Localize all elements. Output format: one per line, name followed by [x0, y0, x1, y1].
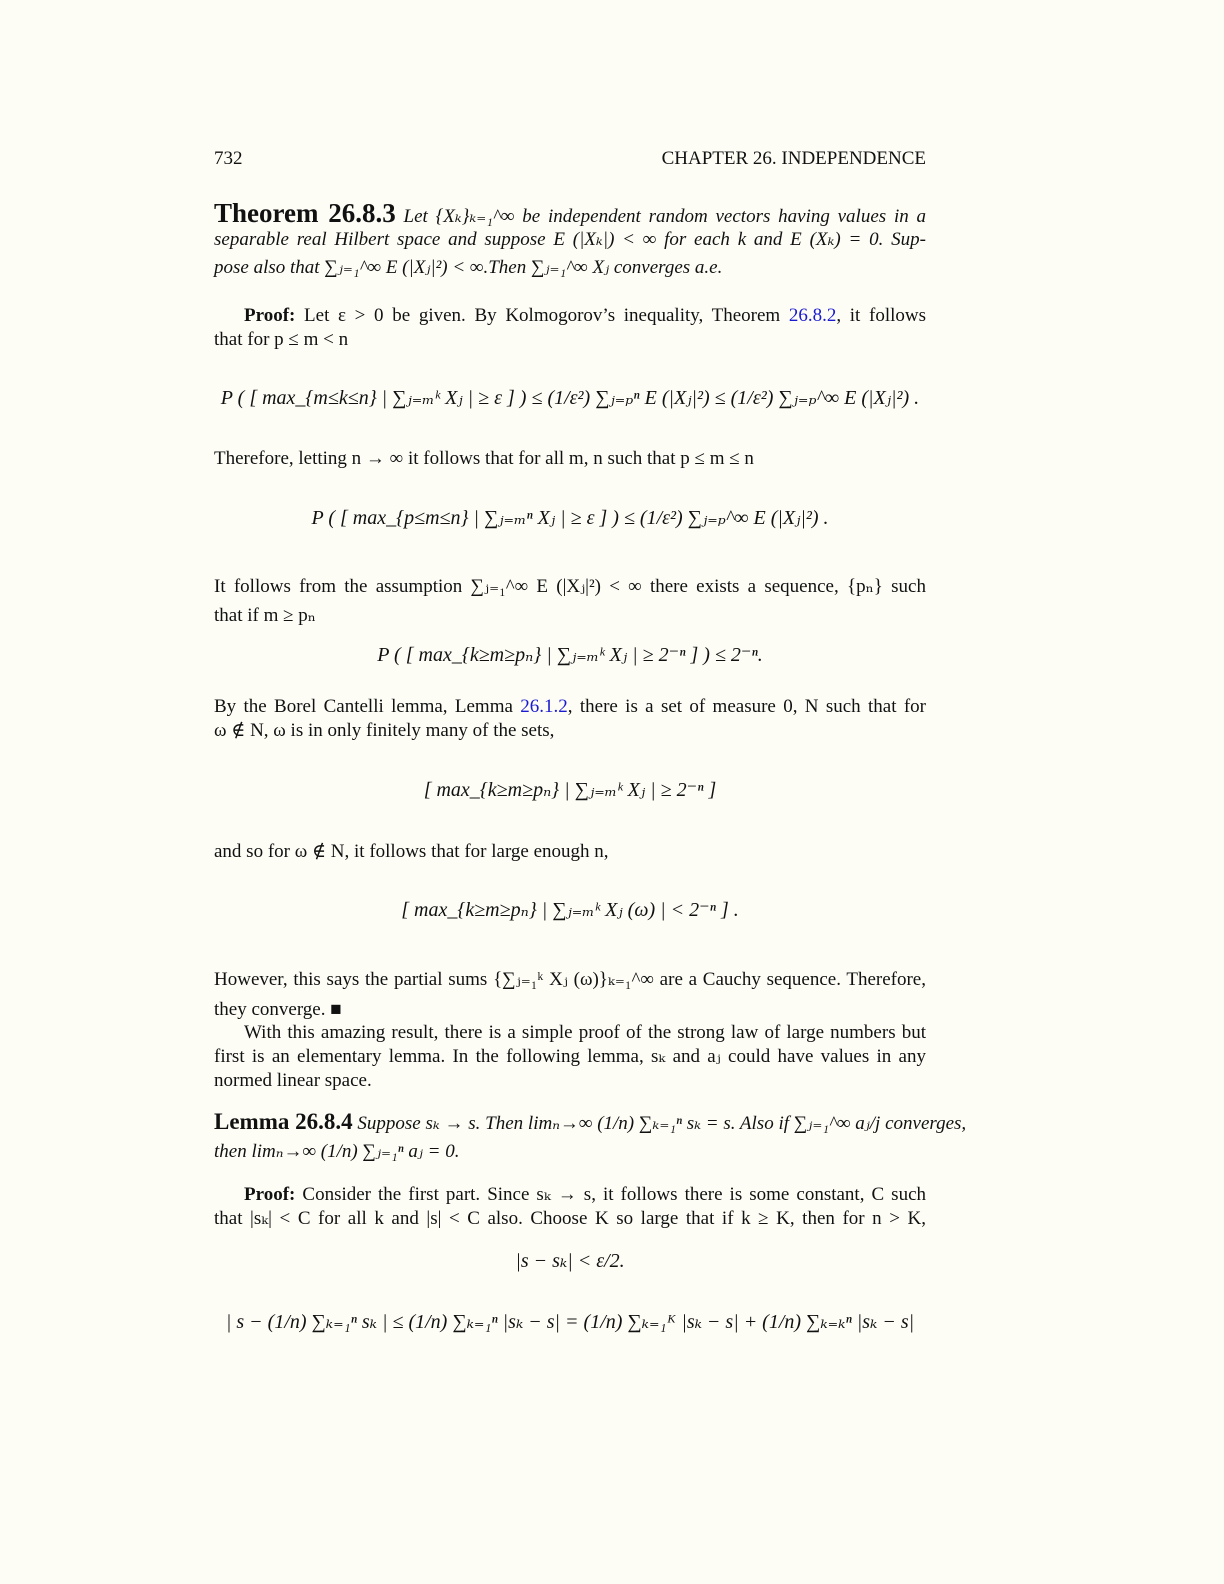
equation: [ max_{k≥m≥pₙ} | ∑ⱼ₌ₘᵏ Xⱼ | ≥ 2⁻ⁿ ]	[423, 779, 717, 801]
equation: P ( [ max_{p≤m≤n} | ∑ⱼ₌ₘⁿ Xⱼ | ≥ ε ] ) ≤ (1/ε²) ∑ⱼ₌ₚ^∞ E (|Xⱼ|²) .	[311, 507, 829, 529]
proof-line: Therefore, letting n → ∞ it follows that for all m, n such that p ≤ m ≤ n	[214, 448, 754, 469]
lemma-link[interactable]: 26.1.2	[520, 696, 568, 717]
equation: [ max_{k≥m≥pₙ} | ∑ⱼ₌ₘᵏ Xⱼ (ω) | < 2⁻ⁿ ] .	[401, 899, 739, 921]
proof-line: that |sₖ| < C for all k and |s| < C also. Choose K so large that if k ≥ K, then for n > K,	[214, 1208, 926, 1229]
equation: |s − sₖ| < ε/2.	[515, 1250, 625, 1272]
theorem-link[interactable]: 26.8.2	[788, 305, 837, 326]
lemma-line: Lemma 26.8.4 Suppose sₖ → s. Then limₙ→∞ (1/n) ∑ₖ₌₁ⁿ sₖ = s. Also if ∑ⱼ₌₁^∞ aⱼ/j converges,	[214, 1109, 967, 1134]
lemma-label: Lemma 26.8.4	[214, 1109, 353, 1134]
page-number: 732	[214, 148, 243, 169]
paragraph-line: normed linear space.	[214, 1070, 372, 1091]
lemma-line: then limₙ→∞ (1/n) ∑ⱼ₌₁ⁿ aⱼ = 0.	[214, 1141, 460, 1162]
theorem-line: pose also that ∑ⱼ₌₁^∞ E (|Xⱼ|²) < ∞.Then ∑ⱼ₌₁^∞ Xⱼ converges a.e.	[214, 257, 723, 278]
paragraph-line: first is an elementary lemma. In the following lemma, sₖ and aⱼ could have values in any	[214, 1046, 926, 1067]
proof-line: However, this says the partial sums {∑ⱼ₌₁ᵏ Xⱼ (ω)}ₖ₌₁^∞ are a Cauchy sequence. Therefore,	[214, 969, 926, 990]
proof-line: they converge. ■	[214, 999, 342, 1020]
proof-line: and so for ω ∉ N, it follows that for large enough n,	[214, 841, 609, 862]
proof-line: that for p ≤ m < n	[214, 329, 349, 350]
theorem-line: Theorem 26.8.3 Let {Xₖ}ₖ₌₁^∞ be independent random vectors having values in a	[214, 198, 927, 228]
proof-line: ω ∉ N, ω is in only finitely many of the sets,	[214, 720, 555, 741]
equation: P ( [ max_{m≤k≤n} | ∑ⱼ₌ₘᵏ Xⱼ | ≥ ε ] ) ≤ (1/ε²) ∑ⱼ₌ₚⁿ E (|Xⱼ|²) ≤ (1/ε²) ∑ⱼ₌ₚ^∞ E (|Xⱼ|²) .	[220, 387, 920, 409]
proof-line: Proof: Consider the first part. Since sₖ → s, it follows there is some constant, C such	[244, 1184, 926, 1205]
proof-line: that if m ≥ pₙ	[214, 605, 317, 626]
equation: P ( [ max_{k≥m≥pₙ} | ∑ⱼ₌ₘᵏ Xⱼ | ≥ 2⁻ⁿ ] ) ≤ 2⁻ⁿ.	[377, 644, 763, 666]
proof-line: Proof: Let ε > 0 be given. By Kolmogorov’s inequality, Theorem 26.8.2, it follows	[244, 305, 926, 326]
paragraph-line: With this amazing result, there is a simple proof of the strong law of large numbers but	[244, 1022, 926, 1043]
chapter-header: CHAPTER 26. INDEPENDENCE	[661, 148, 926, 169]
proof-line: It follows from the assumption ∑ⱼ₌₁^∞ E (|Xⱼ|²) < ∞ there exists a sequence, {pₙ} such	[214, 576, 926, 597]
proof-line: By the Borel Cantelli lemma, Lemma 26.1.2, there is a set of measure 0, N such that for	[214, 696, 926, 717]
theorem-label: Theorem 26.8.3	[214, 198, 396, 228]
theorem-line: separable real Hilbert space and suppose E (|Xₖ|) < ∞ for each k and E (Xₖ) = 0. Sup-	[214, 229, 926, 250]
equation: | s − (1/n) ∑ₖ₌₁ⁿ sₖ | ≤ (1/n) ∑ₖ₌₁ⁿ |sₖ − s| = (1/n) ∑ₖ₌₁ᴷ |sₖ − s| + (1/n) ∑ₖ₌ₖⁿ |sₖ − s|	[225, 1311, 915, 1333]
